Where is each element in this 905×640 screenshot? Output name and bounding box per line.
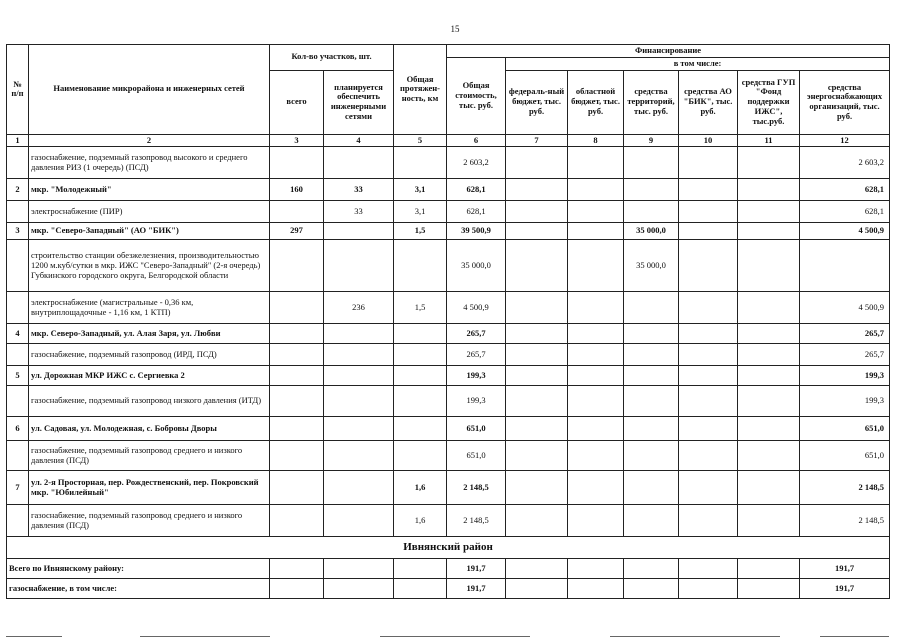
total-energy: 191,7	[800, 559, 890, 579]
cell-regional	[568, 344, 624, 366]
cell-num	[7, 441, 29, 471]
cell-length	[394, 366, 447, 386]
cell-energy: 199,3	[800, 386, 890, 417]
table-row-work	[7, 386, 890, 417]
cell-federal	[506, 240, 568, 292]
col-number: 8	[568, 134, 624, 147]
cell-bik	[679, 344, 738, 366]
cell-cost: 39 500,9	[447, 223, 506, 240]
cell-fund	[738, 292, 800, 324]
bottom-rule	[6, 636, 62, 637]
cell-energy: 651,0	[800, 417, 890, 441]
cell-territory	[624, 324, 679, 344]
cell-cost: 628,1	[447, 201, 506, 223]
cell-cost: 265,7	[447, 344, 506, 366]
col-number: 12	[800, 134, 890, 147]
header-energy: средства энергоснабжающих организаций, тыс. руб.	[800, 70, 890, 134]
cell-bik	[679, 147, 738, 179]
cell-energy: 265,7	[800, 324, 890, 344]
table-row-work	[7, 292, 890, 324]
cell-total	[270, 201, 324, 223]
cell-bik	[679, 201, 738, 223]
cell-name: газоснабжение, подземный газопровод среднего и низкого давления (ПСД)	[29, 441, 270, 471]
cell-territory	[624, 179, 679, 201]
header-plots-planned: планируется обеспечить инженерными сетями	[324, 70, 394, 134]
cell-territory	[624, 366, 679, 386]
header-length: Общая протяжен-ность, км	[394, 45, 447, 135]
table-row-district	[7, 417, 890, 441]
cell-regional	[568, 179, 624, 201]
cell-fund	[738, 441, 800, 471]
cell-num	[7, 147, 29, 179]
cell-fund	[738, 366, 800, 386]
header-regional: областной бюджет, тыс. руб.	[568, 70, 624, 134]
cell-length: 1,5	[394, 292, 447, 324]
cell-territory	[624, 201, 679, 223]
cell-name: мкр. "Молодежный"	[29, 179, 270, 201]
cell-bik	[679, 441, 738, 471]
cell-length: 1,6	[394, 471, 447, 505]
cell-num	[7, 201, 29, 223]
cell-energy: 2 148,5	[800, 471, 890, 505]
table-row-work	[7, 147, 890, 179]
cell-length	[394, 386, 447, 417]
cell-territory	[624, 292, 679, 324]
cell-total	[270, 386, 324, 417]
cell-energy: 265,7	[800, 344, 890, 366]
header-territory: средства территорий, тыс. руб.	[624, 70, 679, 134]
cell-regional	[568, 324, 624, 344]
page-number: 15	[450, 24, 460, 34]
table-row-district	[7, 471, 890, 505]
cell-planned	[324, 223, 394, 240]
cell-federal	[506, 179, 568, 201]
cell-energy: 651,0	[800, 441, 890, 471]
bottom-rule	[820, 636, 889, 637]
cell-name: электроснабжение (ПИР)	[29, 201, 270, 223]
cell-length	[394, 417, 447, 441]
cell-federal	[506, 417, 568, 441]
cell-num: 6	[7, 417, 29, 441]
cell-total	[270, 366, 324, 386]
cell-territory	[624, 386, 679, 417]
cell-federal	[506, 201, 568, 223]
bottom-rule	[140, 636, 270, 637]
col-number: 6	[447, 134, 506, 147]
cell-energy: 2 603,2	[800, 147, 890, 179]
cell-length	[394, 240, 447, 292]
cell-federal	[506, 505, 568, 537]
section-row	[7, 537, 890, 559]
cell-total	[270, 324, 324, 344]
cell-planned	[324, 505, 394, 537]
cell-territory	[624, 505, 679, 537]
cell-length	[394, 344, 447, 366]
cell-regional	[568, 147, 624, 179]
cell-bik	[679, 179, 738, 201]
cell-territory	[624, 441, 679, 471]
cell-num: 3	[7, 223, 29, 240]
cell-length: 1,6	[394, 505, 447, 537]
cell-planned	[324, 417, 394, 441]
cell-territory	[624, 147, 679, 179]
cell-total	[270, 240, 324, 292]
totals-body	[7, 537, 890, 599]
cell-regional	[568, 240, 624, 292]
header-num: № п/п	[7, 45, 29, 135]
cell-fund	[738, 147, 800, 179]
cell-total	[270, 505, 324, 537]
cell-regional	[568, 292, 624, 324]
cell-cost: 2 148,5	[447, 471, 506, 505]
cell-cost: 651,0	[447, 441, 506, 471]
column-number-row	[7, 134, 890, 147]
cell-cost: 265,7	[447, 324, 506, 344]
bottom-rule	[380, 636, 530, 637]
cell-energy: 2 148,5	[800, 505, 890, 537]
cell-fund	[738, 240, 800, 292]
table-row-district	[7, 366, 890, 386]
cell-regional	[568, 441, 624, 471]
cell-energy: 4 500,9	[800, 223, 890, 240]
cell-name: газоснабжение, подземный газопровод (ИРД, ПСД)	[29, 344, 270, 366]
cell-bik	[679, 292, 738, 324]
cell-total	[270, 147, 324, 179]
cell-federal	[506, 147, 568, 179]
cell-planned	[324, 324, 394, 344]
table-body	[7, 147, 890, 537]
col-number: 7	[506, 134, 568, 147]
cell-length	[394, 441, 447, 471]
cell-bik	[679, 240, 738, 292]
cell-fund	[738, 471, 800, 505]
cell-regional	[568, 417, 624, 441]
cell-cost: 35 000,0	[447, 240, 506, 292]
cell-planned	[324, 366, 394, 386]
cell-fund	[738, 344, 800, 366]
col-number: 9	[624, 134, 679, 147]
cell-planned	[324, 471, 394, 505]
cell-federal	[506, 324, 568, 344]
total-cost: 191,7	[447, 559, 506, 579]
cell-cost: 199,3	[447, 386, 506, 417]
table-row-work	[7, 441, 890, 471]
cell-num: 7	[7, 471, 29, 505]
cell-name: газоснабжение, подземный газопровод низкого давления (ИТД)	[29, 386, 270, 417]
cell-planned	[324, 441, 394, 471]
col-number: 1	[7, 134, 29, 147]
cell-name: электроснабжение (магистральные - 0,36 км, внутриплощадочные - 1,16 км, 1 КТП)	[29, 292, 270, 324]
cell-bik	[679, 417, 738, 441]
cell-planned	[324, 344, 394, 366]
header-plots-total: всего	[270, 70, 324, 134]
cell-planned: 236	[324, 292, 394, 324]
cell-federal	[506, 471, 568, 505]
cell-fund	[738, 179, 800, 201]
cell-num: 2	[7, 179, 29, 201]
header-cost: Общая стоимость, тыс. руб.	[447, 57, 506, 134]
cell-territory: 35 000,0	[624, 223, 679, 240]
cell-energy: 628,1	[800, 201, 890, 223]
bottom-rule	[610, 636, 780, 637]
cell-energy: 628,1	[800, 179, 890, 201]
table-row-district	[7, 179, 890, 201]
cell-territory: 35 000,0	[624, 240, 679, 292]
total-label: Всего по Ивнянскому району:	[7, 559, 270, 579]
cell-regional	[568, 366, 624, 386]
cell-fund	[738, 505, 800, 537]
cell-name: мкр. "Северо-Западный" (АО "БИК")	[29, 223, 270, 240]
col-number: 11	[738, 134, 800, 147]
cell-energy	[800, 240, 890, 292]
cell-num	[7, 344, 29, 366]
cell-federal	[506, 386, 568, 417]
cell-bik	[679, 505, 738, 537]
cell-cost: 628,1	[447, 179, 506, 201]
cell-total: 297	[270, 223, 324, 240]
cell-length: 3,1	[394, 201, 447, 223]
cell-bik	[679, 471, 738, 505]
cell-length	[394, 324, 447, 344]
cell-fund	[738, 386, 800, 417]
cell-planned	[324, 386, 394, 417]
cell-federal	[506, 344, 568, 366]
table-row-work	[7, 240, 890, 292]
cell-energy: 199,3	[800, 366, 890, 386]
cell-num	[7, 240, 29, 292]
cell-bik	[679, 366, 738, 386]
cell-num	[7, 505, 29, 537]
cell-federal	[506, 292, 568, 324]
financing-table	[6, 44, 890, 599]
cell-name: ул. 2-я Просторная, пер. Рождественский, пер. Покровский мкр. "Юбилейный"	[29, 471, 270, 505]
header-financing: Финансирование	[447, 45, 890, 58]
table-row-district	[7, 324, 890, 344]
col-number: 2	[29, 134, 270, 147]
total-cost: 191,7	[447, 579, 506, 599]
col-number: 4	[324, 134, 394, 147]
cell-planned: 33	[324, 201, 394, 223]
cell-cost: 2 603,2	[447, 147, 506, 179]
cell-planned	[324, 240, 394, 292]
col-number: 10	[679, 134, 738, 147]
cell-name: газоснабжение, подземный газопровод среднего и низкого давления (ПСД)	[29, 505, 270, 537]
cell-bik	[679, 223, 738, 240]
total-row	[7, 559, 890, 579]
cell-bik	[679, 386, 738, 417]
header-bik: средства АО "БИК", тыс. руб.	[679, 70, 738, 134]
cell-total	[270, 441, 324, 471]
table-row-district	[7, 223, 890, 240]
total-label: газоснабжение, в том числе:	[7, 579, 270, 599]
cell-num: 5	[7, 366, 29, 386]
cell-name: ул. Садовая, ул. Молодежная, с. Бобровы Дворы	[29, 417, 270, 441]
cell-cost: 2 148,5	[447, 505, 506, 537]
cell-regional	[568, 471, 624, 505]
cell-cost: 4 500,9	[447, 292, 506, 324]
cell-fund	[738, 223, 800, 240]
cell-regional	[568, 386, 624, 417]
cell-regional	[568, 201, 624, 223]
table-row-work	[7, 344, 890, 366]
header-including: в том числе:	[506, 57, 890, 70]
cell-name: ул. Дорожная МКР ИЖС с. Сергиевка 2	[29, 366, 270, 386]
header-federal: федераль-ный бюджет, тыс. руб.	[506, 70, 568, 134]
cell-cost: 651,0	[447, 417, 506, 441]
cell-territory	[624, 417, 679, 441]
cell-federal	[506, 223, 568, 240]
cell-length: 3,1	[394, 179, 447, 201]
cell-territory	[624, 344, 679, 366]
cell-total	[270, 344, 324, 366]
cell-num: 4	[7, 324, 29, 344]
total-energy: 191,7	[800, 579, 890, 599]
cell-fund	[738, 417, 800, 441]
cell-total	[270, 471, 324, 505]
cell-total	[270, 417, 324, 441]
col-number: 3	[270, 134, 324, 147]
col-number: 5	[394, 134, 447, 147]
cell-planned: 33	[324, 179, 394, 201]
cell-num	[7, 386, 29, 417]
cell-cost: 199,3	[447, 366, 506, 386]
cell-name: мкр. Северо-Западный, ул. Алая Заря, ул. Любви	[29, 324, 270, 344]
cell-num	[7, 292, 29, 324]
cell-territory	[624, 471, 679, 505]
cell-regional	[568, 223, 624, 240]
cell-federal	[506, 366, 568, 386]
section-title: Ивнянский район	[7, 537, 890, 559]
cell-federal	[506, 441, 568, 471]
cell-bik	[679, 324, 738, 344]
total-row	[7, 579, 890, 599]
cell-total: 160	[270, 179, 324, 201]
cell-regional	[568, 505, 624, 537]
cell-fund	[738, 324, 800, 344]
cell-energy: 4 500,9	[800, 292, 890, 324]
table-row-work	[7, 505, 890, 537]
header-fund: средства ГУП "Фонд поддержки ИЖС", тыс.руб.	[738, 70, 800, 134]
cell-planned	[324, 147, 394, 179]
cell-length: 1,5	[394, 223, 447, 240]
cell-name: строительство станции обезжелезнения, производительностью 1200 м.куб/сутки в мкр. ИЖС "Северо-Западный" (2-я очередь) Губкинского городского округа, Белгородской области	[29, 240, 270, 292]
header-name: Наименование микрорайона и инженерных сетей	[29, 45, 270, 135]
cell-total	[270, 292, 324, 324]
table-header	[7, 45, 890, 147]
cell-name: газоснабжение, подземный газопровод высокого и среднего давления РИЗ (1 очередь) (ПСД)	[29, 147, 270, 179]
header-plots: Кол-во участков, шт.	[270, 45, 394, 71]
cell-length	[394, 147, 447, 179]
table-row-work	[7, 201, 890, 223]
cell-fund	[738, 201, 800, 223]
